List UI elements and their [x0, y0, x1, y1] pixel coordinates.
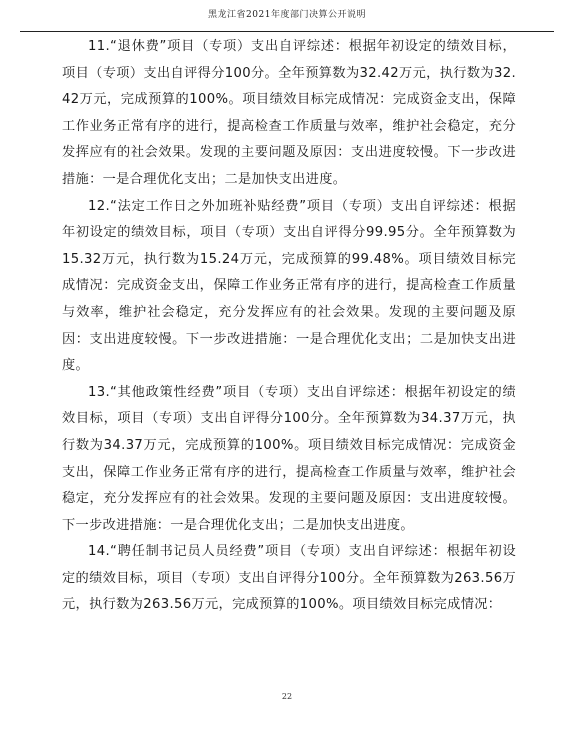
document-body: [62, 34, 516, 619]
paragraph-item-14: 14.“聘任制书记员人员经费”项目（专项）支出自评综述：根据年初设定的绩效目标，项目（专项）支出自评得分100分。全年预算数为263.56万元，执行数为263.56万元，完成预算的100%。项目绩效目标完成情况：: [62, 544, 516, 613]
paragraph-item-12: 12.“法定工作日之外加班补贴经费”项目（专项）支出自评综述：根据年初设定的绩效目标，项目（专项）支出自评得分99.95分。全年预算数为15.32万元，执行数为15.24万元，完成预算的99.48%。项目绩效目标完成情况：完成资金支出，保障工作业务正常有序的进行，提高检查工作质量与效率，维护社会稳定，充分发挥应有的社会效果。发现的主要问题及原因：支出进度较慢。下一步改进措施：一是合理优化支出；二是加快支出进度。: [62, 198, 517, 374]
paragraph-item-11: 11.“退休费”项目（专项）支出自评综述：根据年初设定的绩效目标，项目（专项）支出自评得分100分。全年预算数为32.42万元，执行数为32.42万元，完成预算的100%。项目绩效目标完成情况：完成资金支出，保障工作业务正常有序的进行，提高检查工作质量与效率，维护社会稳定，充分发挥应有的社会效果。发现的主要问题及原因：支出进度较慢。下一步改进措施：一是合理优化支出；二是加快支出进度。: [62, 39, 516, 187]
page-header: [20, 0, 554, 32]
paragraph-item-13: 13.“其他政策性经费”项目（专项）支出自评综述：根据年初设定的绩效目标，项目（专项）支出自评得分100分。全年预算数为34.37万元，执行数为34.37万元，完成预算的100%。项目绩效目标完成情况：完成资金支出，保障工作业务正常有序的进行，提高检查工作质量与效率，维护社会稳定，充分发挥应有的社会效果。发现的主要问题及原因：支出进度较慢。下一步改进措施：一是合理优化支出；二是加快支出进度。: [62, 384, 516, 533]
page-number: 22: [281, 692, 293, 701]
document-title: 黑龙江省2021年度部门决算公开说明: [208, 10, 366, 20]
